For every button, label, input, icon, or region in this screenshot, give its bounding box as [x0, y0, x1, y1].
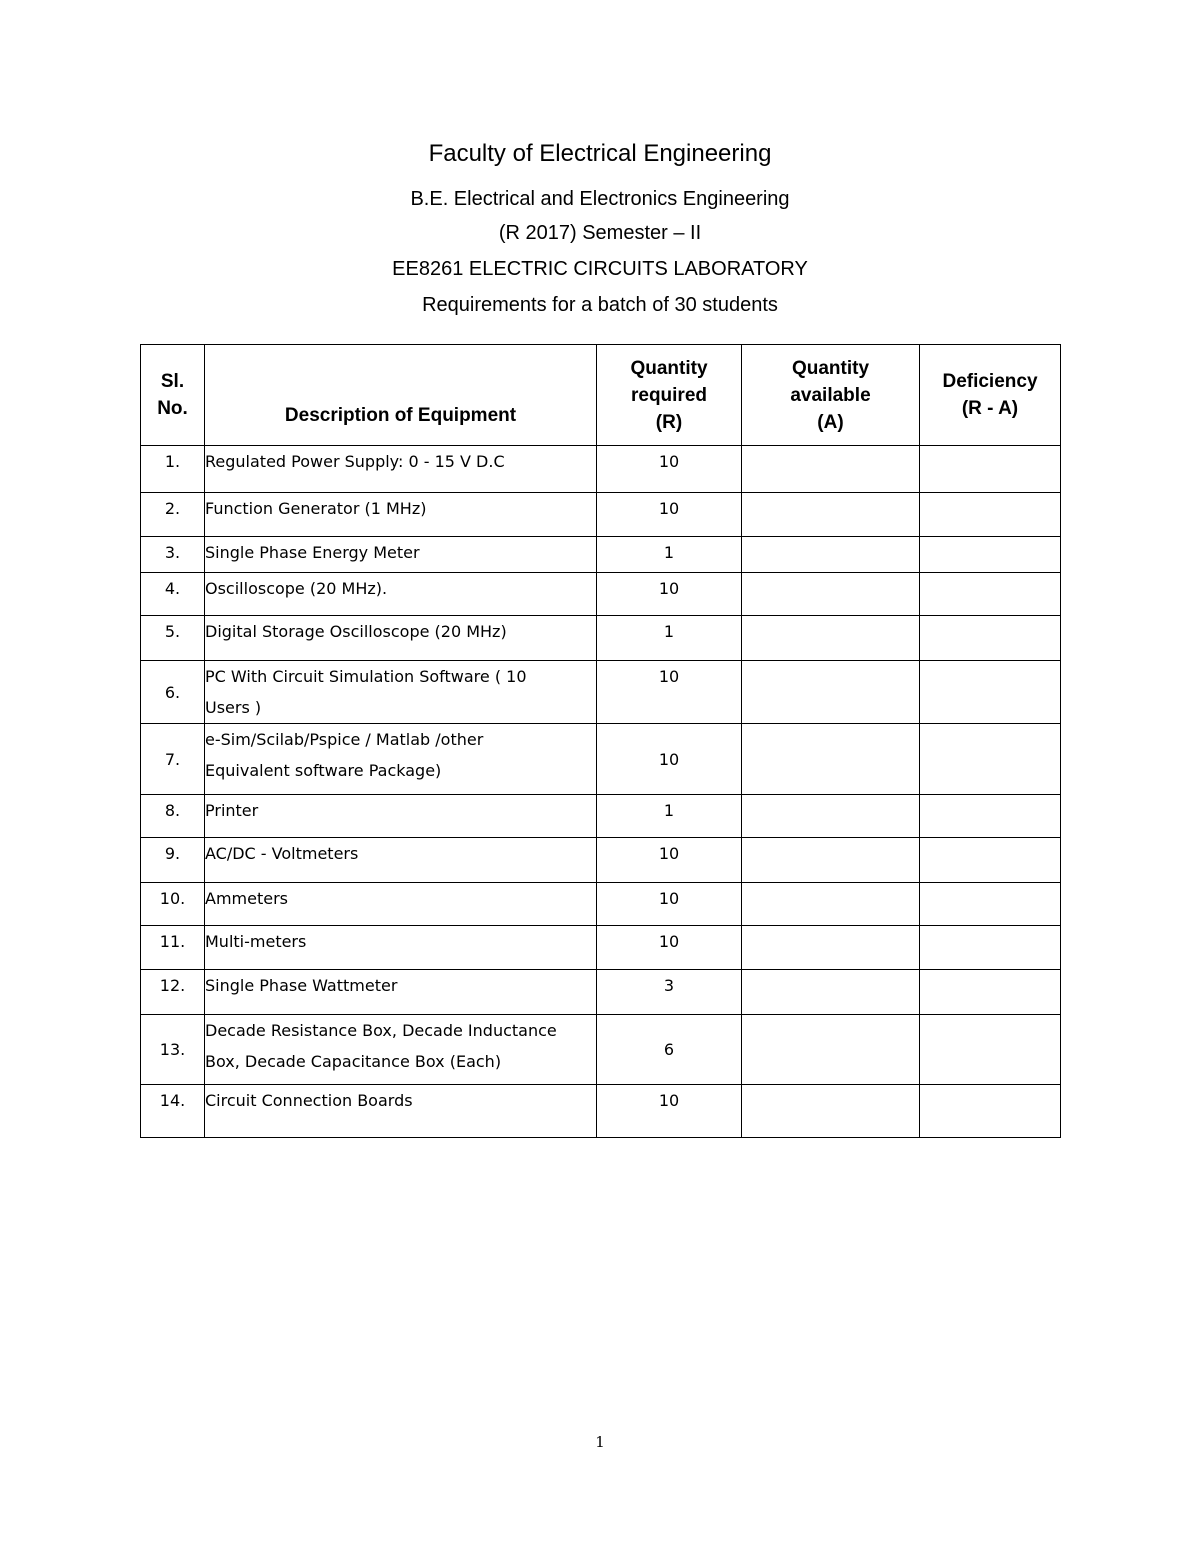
- row-description: [205, 795, 597, 838]
- table-row: [141, 926, 1061, 970]
- row-description: [205, 883, 597, 926]
- header-quantity-required: [597, 345, 742, 446]
- row-description: [205, 838, 597, 883]
- table-row: [141, 446, 1061, 493]
- header-deficiency: [920, 345, 1061, 446]
- row-sl-no: 2.: [141, 493, 205, 537]
- header-available-line1: Quantity: [791, 357, 870, 379]
- row-sl-no: 1.: [141, 446, 205, 493]
- table-row: [141, 883, 1061, 926]
- table-row: [141, 838, 1061, 883]
- table-row: [141, 795, 1061, 838]
- row-quantity-required: 3: [597, 970, 742, 1015]
- table-row: [141, 661, 1061, 724]
- row-sl-no: 3.: [141, 537, 205, 573]
- row-deficiency: [920, 1085, 1061, 1138]
- row-description-line: Decade Resistance Box, Decade Inductance: [205, 1021, 557, 1040]
- row-deficiency: [920, 661, 1061, 724]
- header-description: Description of Equipment: [205, 345, 597, 446]
- header-available-line2: available: [790, 384, 871, 406]
- row-sl-no: 10.: [141, 883, 205, 926]
- row-description-line: Equivalent software Package): [205, 761, 442, 780]
- row-description-line: Function Generator (1 MHz): [205, 499, 427, 518]
- row-description-line: e-Sim/Scilab/Pspice / Matlab /other: [205, 730, 484, 749]
- row-deficiency: [920, 1015, 1061, 1085]
- row-description: [205, 926, 597, 970]
- row-quantity-available: [742, 616, 920, 661]
- row-description-line: Digital Storage Oscilloscope (20 MHz): [205, 622, 507, 641]
- header-quantity-available: [742, 345, 920, 446]
- row-deficiency: [920, 616, 1061, 661]
- row-quantity-required: 10: [597, 926, 742, 970]
- table-row: [141, 616, 1061, 661]
- row-deficiency: [920, 446, 1061, 493]
- row-deficiency: [920, 493, 1061, 537]
- row-description-line: Ammeters: [205, 889, 288, 908]
- row-description: [205, 1015, 597, 1085]
- faculty-title: Faculty of Electrical Engineering: [428, 140, 772, 167]
- table-row: [141, 1085, 1061, 1138]
- row-quantity-available: [742, 838, 920, 883]
- table-row: [141, 970, 1061, 1015]
- header-required-line2: required: [630, 384, 708, 406]
- table-row: [141, 573, 1061, 616]
- row-description-line: Single Phase Wattmeter: [205, 976, 398, 995]
- row-quantity-required: 10: [597, 1085, 742, 1138]
- batch-requirement: Requirements for a batch of 30 students: [422, 294, 778, 316]
- row-quantity-required: 1: [597, 616, 742, 661]
- course-title: EE8261 ELECTRIC CIRCUITS LABORATORY: [392, 258, 808, 280]
- header-sl-line2: No.: [157, 398, 188, 419]
- table-row: [141, 724, 1061, 795]
- row-description-line: Oscilloscope (20 MHz).: [205, 579, 388, 598]
- row-description: [205, 573, 597, 616]
- header-sl-line1: Sl.: [160, 371, 185, 392]
- row-quantity-required: 1: [597, 795, 742, 838]
- row-description: [205, 970, 597, 1015]
- row-quantity-available: [742, 573, 920, 616]
- row-quantity-available: [742, 1015, 920, 1085]
- row-quantity-available: [742, 493, 920, 537]
- row-description-line: Regulated Power Supply: 0 - 15 V D.C: [205, 452, 505, 471]
- header-required-line1: Quantity: [630, 357, 708, 379]
- equipment-table: [140, 344, 1061, 1138]
- row-description: [205, 1085, 597, 1138]
- table-row: [141, 1015, 1061, 1085]
- row-description: [205, 724, 597, 795]
- row-deficiency: [920, 970, 1061, 1015]
- row-sl-no: 13.: [141, 1015, 205, 1085]
- row-quantity-required: 10: [597, 838, 742, 883]
- row-deficiency: [920, 795, 1061, 838]
- row-description-line: Circuit Connection Boards: [205, 1091, 413, 1110]
- semester-label: (R 2017) Semester – II: [498, 222, 702, 244]
- header-available-line3: (A): [817, 411, 844, 433]
- row-quantity-available: [742, 724, 920, 795]
- row-sl-no: 4.: [141, 573, 205, 616]
- header-sl-no: [141, 345, 205, 446]
- row-description: [205, 537, 597, 573]
- row-quantity-required: 10: [597, 724, 742, 795]
- row-sl-no: 7.: [141, 724, 205, 795]
- row-quantity-required: 10: [597, 661, 742, 724]
- row-deficiency: [920, 838, 1061, 883]
- row-quantity-available: [742, 926, 920, 970]
- row-deficiency: [920, 537, 1061, 573]
- row-quantity-required: 10: [597, 446, 742, 493]
- row-quantity-available: [742, 1085, 920, 1138]
- row-sl-no: 6.: [141, 661, 205, 724]
- row-deficiency: [920, 573, 1061, 616]
- row-quantity-required: 6: [597, 1015, 742, 1085]
- row-quantity-required: 10: [597, 883, 742, 926]
- row-description: [205, 446, 597, 493]
- row-sl-no: 8.: [141, 795, 205, 838]
- row-description-line: AC/DC - Voltmeters: [205, 844, 359, 863]
- row-sl-no: 5.: [141, 616, 205, 661]
- row-quantity-available: [742, 795, 920, 838]
- table-header-row: [141, 345, 1061, 446]
- row-description: [205, 493, 597, 537]
- row-description-line: Single Phase Energy Meter: [205, 543, 420, 562]
- table-row: [141, 537, 1061, 573]
- row-quantity-available: [742, 537, 920, 573]
- row-quantity-required: 1: [597, 537, 742, 573]
- table-row: [141, 493, 1061, 537]
- row-sl-no: 11.: [141, 926, 205, 970]
- row-description: [205, 616, 597, 661]
- row-deficiency: [920, 724, 1061, 795]
- row-deficiency: [920, 883, 1061, 926]
- row-description-line: Printer: [205, 801, 259, 820]
- page-number: 1: [595, 1433, 605, 1451]
- program-name: B.E. Electrical and Electronics Engineering: [410, 188, 790, 210]
- row-sl-no: 9.: [141, 838, 205, 883]
- row-description-line: Multi-meters: [205, 932, 307, 951]
- row-sl-no: 12.: [141, 970, 205, 1015]
- row-deficiency: [920, 926, 1061, 970]
- header-deficiency-line1: Deficiency: [942, 371, 1038, 392]
- header-deficiency-line2: (R - A): [961, 398, 1019, 419]
- header-required-line3: (R): [655, 411, 683, 433]
- row-description-line: PC With Circuit Simulation Software ( 10: [205, 667, 527, 686]
- row-quantity-required: 10: [597, 493, 742, 537]
- row-quantity-available: [742, 661, 920, 724]
- row-quantity-available: [742, 883, 920, 926]
- row-quantity-available: [742, 970, 920, 1015]
- row-description-line: Box, Decade Capacitance Box (Each): [205, 1052, 502, 1071]
- row-description: [205, 661, 597, 724]
- row-sl-no: 14.: [141, 1085, 205, 1138]
- row-quantity-required: 10: [597, 573, 742, 616]
- row-quantity-available: [742, 446, 920, 493]
- row-description-line: Users ): [205, 698, 262, 717]
